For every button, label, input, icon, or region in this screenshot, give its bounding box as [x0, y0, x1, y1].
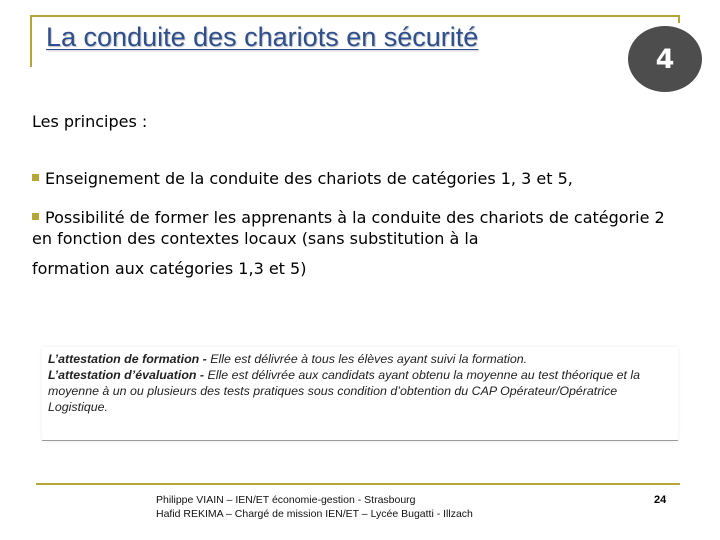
bullet-item-2 — [32, 207, 672, 249]
principles-heading: Les principes : — [32, 112, 148, 131]
footer-author-2: Hafid REKIMA – Chargé de mission IEN/ET – Lycée Bugatti - Illzach — [156, 508, 473, 520]
note-line-1 — [48, 351, 672, 367]
bullet-text-1: Enseignement de la conduite des chariots de catégories 1, 3 et 5, — [45, 169, 573, 188]
chapter-badge — [628, 26, 702, 92]
bullet-item-2-continuation: formation aux catégories 1,3 et 5) — [32, 259, 307, 278]
note-label-1: L’attestation de formation - — [48, 352, 207, 366]
square-bullet-icon — [32, 174, 39, 181]
page-number: 24 — [654, 494, 667, 506]
slide-title: La conduite des chariots en sécurité — [46, 22, 479, 52]
note-line-2 — [48, 367, 672, 415]
note-text-1: Elle est délivrée à tous les élèves ayant suivi la formation. — [206, 352, 528, 366]
footer-divider — [36, 483, 680, 485]
attestation-note — [42, 347, 678, 441]
chapter-badge-number: 4 — [655, 43, 675, 75]
bullet-item-1 — [32, 169, 573, 189]
note-label-2: L’attestation d’évaluation - — [48, 368, 205, 382]
square-bullet-icon — [32, 213, 39, 220]
bullet-text-2: Possibilité de former les apprenants à la conduite des chariots de catégorie 2 en fonction des contextes locaux (sans substitution à la — [32, 208, 665, 248]
footer-author-1: Philippe VIAIN – IEN/ET économie-gestion - Strasbourg — [156, 494, 416, 506]
footer-authors — [156, 493, 473, 521]
note-text-2: Elle est délivrée aux candidats ayant obtenu la moyenne au test théorique et la moyenne à un ou plusieurs des tests pratiques sous condition d’obtention du CAP Opérateur/Opératrice Logistique. — [48, 368, 641, 414]
